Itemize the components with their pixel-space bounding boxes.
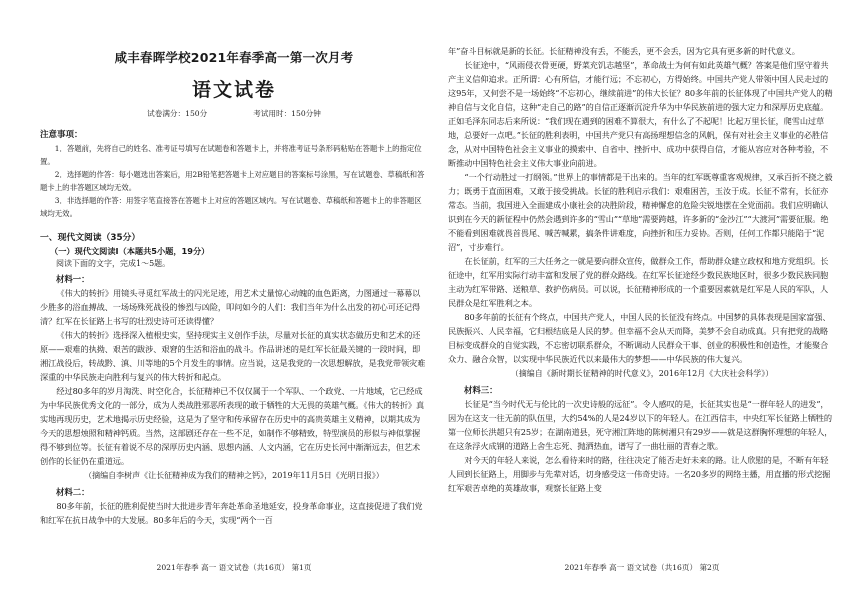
page-1 <box>40 0 428 595</box>
paragraph: 《伟大的转折》用镜头寻觅红军战士的闪光足迹，用艺术丈量惊心动魄的血色距离，力图通过一幕幕以少胜多的浴血搏战、一场场殊死战役的惨烈与凶险，叩问如今的人们：我们当年为什么出发的初心可还记得清？红军在长征路上书写的壮烈史诗可还读得懂？ <box>40 288 421 326</box>
paragraph: 经过80多年的岁月淘洗、时空化合，长征精神已不仅仅属于一个军队、一个政党、一片地域，它已经成为中华民族优秀文化的一部分，成为人类战胜邪恶所表现的敢于牺牲的大无畏的英雄气概。《伟大的转折》真实地再现历史，艺术地揭示历史经验，这是为了坚守和传承留存在历史中的高贵英雄主义精神，以期其成为今天的思想烛照和精神钙质。当然，这部剧还存在一些不足，如制作不够精致，特型演员的形似与神似掌握得不够到位等。长征有着说不尽的深厚历史内涵、思想内涵、人文内涵，它在历史长河中渐渐远去，但艺术创作的长征仍在重道远。 <box>40 386 425 466</box>
material-1-title: 材料一： <box>56 274 90 284</box>
material-3-text <box>448 397 836 495</box>
section-title: 一、现代文阅读（35分） <box>40 233 141 243</box>
paragraph: 长征途中，“风雨侵衣骨更硬，野菜充饥志越坚”，革命战士为何有如此英雄气概？答案是他们坚守着共产主义信仰追求。正所谓：心有所信，才能行远；不忘初心，方得始终。中国共产党人带领中国人民走过的这95年，又何尝不是一场始终“不忘初心，继续前进”的伟大长征？80多年前的长征体现了中国共产党人的精神自信与文化自信，这种“走自己的路”的自信正逐渐沉淀升华为中华民族前进的强大定力和深厚历史底蕴。正如毛泽东同志后来所说：“我们现在遇到的困难不算很大，有什么了不起呢！比起万里长征，爬雪山过草地，总要好一点吧。”长征的胜利表明，中国共产党只有高扬理想信念的风帆，保有对社会主义事业的必胜信念，从对中国特色社会主义事业的摸索中、自省中、挫折中、成功中获得自信，才能从容应对各种考验，不断推动中国特色社会主义伟大事业向前进。 <box>448 60 833 168</box>
notice-item: 3．非选择题的作答：用签字笔直接答在答题卡上对应的答题区域内。写在试题卷、草稿纸和答题卡上的非答题区域均无效。 <box>40 196 422 218</box>
paragraph: 《伟大的转折》选择深入植根史实，坚持现实主义创作手法，尽量对长征的真实状态做历史和艺术的还原——艰难的执拗、艰苦的跋涉、艰窘的生活和浴血的战斗。作品讲述的是红军长征最关键的一段时间，即湘江战役后，转战黔、滇、川等地的5个月发生的事情。应当说，这是我党的一次思想解放，是我党带领灾难深重的中华民族走向胜利与复兴的伟大转折和起点。 <box>40 330 426 382</box>
exam-time: 考试用时：150分钟 <box>253 109 321 118</box>
paragraph: 在长征前，红军的三大任务之一就是要向群众宣传，做群众工作，帮助群众建立政权和地方党组织。长征途中，红军用实际行动丰富和发展了党的群众路线。在红军长征途经少数民族地区时，很多少数民族同胞主动为红军带路、送粮草、救护伤病员。可以说，长征精神形成的一个重要因素就是红军是人民的军队，人民群众是红军胜利之本。 <box>448 256 829 308</box>
exam-meta <box>40 108 428 119</box>
paragraph: 年”奋斗目标就是新的长征。长征精神没有丢，不能丢，更不会丢，因为它具有更多新的时代意义。 <box>448 46 800 56</box>
notice-list <box>40 142 428 220</box>
material-2-continued <box>448 44 836 366</box>
page-2-footer: 2021年春季 高一 语文试卷（共16页） 第2页 <box>564 563 720 572</box>
exam-score: 试卷满分：150分 <box>147 109 208 118</box>
page-1-footer: 2021年春季 高一 语文试卷（共16页） 第1页 <box>156 563 312 572</box>
notice-title: 注意事项： <box>40 130 83 140</box>
material-1-text <box>40 286 428 468</box>
paragraph: 对今天的年轻人来说，怎么看待来时的路，往往决定了能否走好未来的路。让人欣慰的是，不断有年轻人回到长征路上，用脚步与先辈对话，切身感受这一伟奇史诗。一名20多岁的网络主播，用直播的形式挖掘红军艰苦卓绝的英雄故事，观察长征路上变 <box>448 455 831 493</box>
page-2 <box>448 0 836 595</box>
subsection-title: （一）现代文阅读Ⅰ（本题共5小题，19分） <box>50 246 210 256</box>
material-2-source: （摘编自《新时期长征精神的时代意义》，2016年12月《大庆社会科学》） <box>510 369 774 378</box>
paragraph: 长征是“当今时代无与伦比的一次史诗般的远征”。令人感叹的是，长征其实也是“一群年轻人的进发”，因为在这支一往无前的队伍里，大约54%的人是24岁以下的年轻人。在江西信丰，中央红军长征路上牺牲的第一位师长洪超只有25岁；在湖南道县，死守湘江阵地的陈树湘只有29岁——就是这群胸怀理想的年轻人，在这条浮火成钢的道路上舍生忘死、抛洒热血，谱写了一曲壮丽的青春之歌。 <box>448 399 833 451</box>
material-2-text <box>40 499 428 527</box>
subject-title: 语文试卷 <box>191 79 276 101</box>
material-2-title: 材料二： <box>56 487 90 497</box>
paragraph: 80多年前的长征有个终点，中国共产党人，中国人民的长征没有终点。中国梦的具体表现是国家富强、民族振兴、人民幸福，它归根结底是人民的梦。但幸福不会从天而降，美梦不会自动成真。只有把党的战略目标变成群众的自觉实践，不忘密切联系群众，不断调动人民群众干事、创业的积极性和创造性，才能聚合众力、融合众智，以实现中华民族近代以来最伟大的梦想——中华民族的伟大复兴。 <box>448 312 831 364</box>
paragraph: 80多年前，长征的胜利促使当时大批进步青年奔赴革命圣地延安，投身革命事业，这直接促进了我们党和红军在抗日战争中的大发展。80多年后的今天，实现“两个一百 <box>40 501 423 525</box>
notice-item: 1．答题前，先将自己的姓名、准考证号填写在试题卷和答题卡上，并将准考证号条形码粘贴在答题卡上的指定位置。 <box>40 144 422 166</box>
reading-instruction: 阅读下面的文字，完成1～5题。 <box>56 259 171 268</box>
notice-item: 2．选择题的作答：每小题选出答案后，用2B铅笔把答题卡上对应题目的答案标号涂黑，写在试题卷、草稿纸和答题卡上的非答题区域均无效。 <box>40 170 425 192</box>
paragraph: “一个行动胜过一打纲领。”世界上的事情都是干出来的。当年的红军既尊重客观规律，又承百折不挠之毅力；既勇于直面困难，又敢于接受挑战。长征的胜利启示我们：艰难困苦，玉汝于成。长征不常有，长征亦常态。当前，我国进入全面建成小康社会的决胜阶段，精神懈怠的危险尖锐地摆在全党面前。我们应明确认识到在今天的新征程中仍然会遇到许多的“雪山”“草地”需要跨越，许多新的“金沙江”“大渡河”需要征服。绝不能看到困难就畏首畏尾、喊苦喊累，搞条件讲难度，向挫折和压力妥协。否则，任何工作都只能陷于“泥沼”，寸步难行。 <box>448 172 833 252</box>
exam-title: 咸丰春晖学校2021年春季高一第一次月考 <box>114 50 354 65</box>
material-3-title: 材料三： <box>464 385 498 395</box>
material-1-source: （摘编自李树声《让长征精神成为我们的精神之钙》，2019年11月5日《光明日报》） <box>84 471 384 480</box>
